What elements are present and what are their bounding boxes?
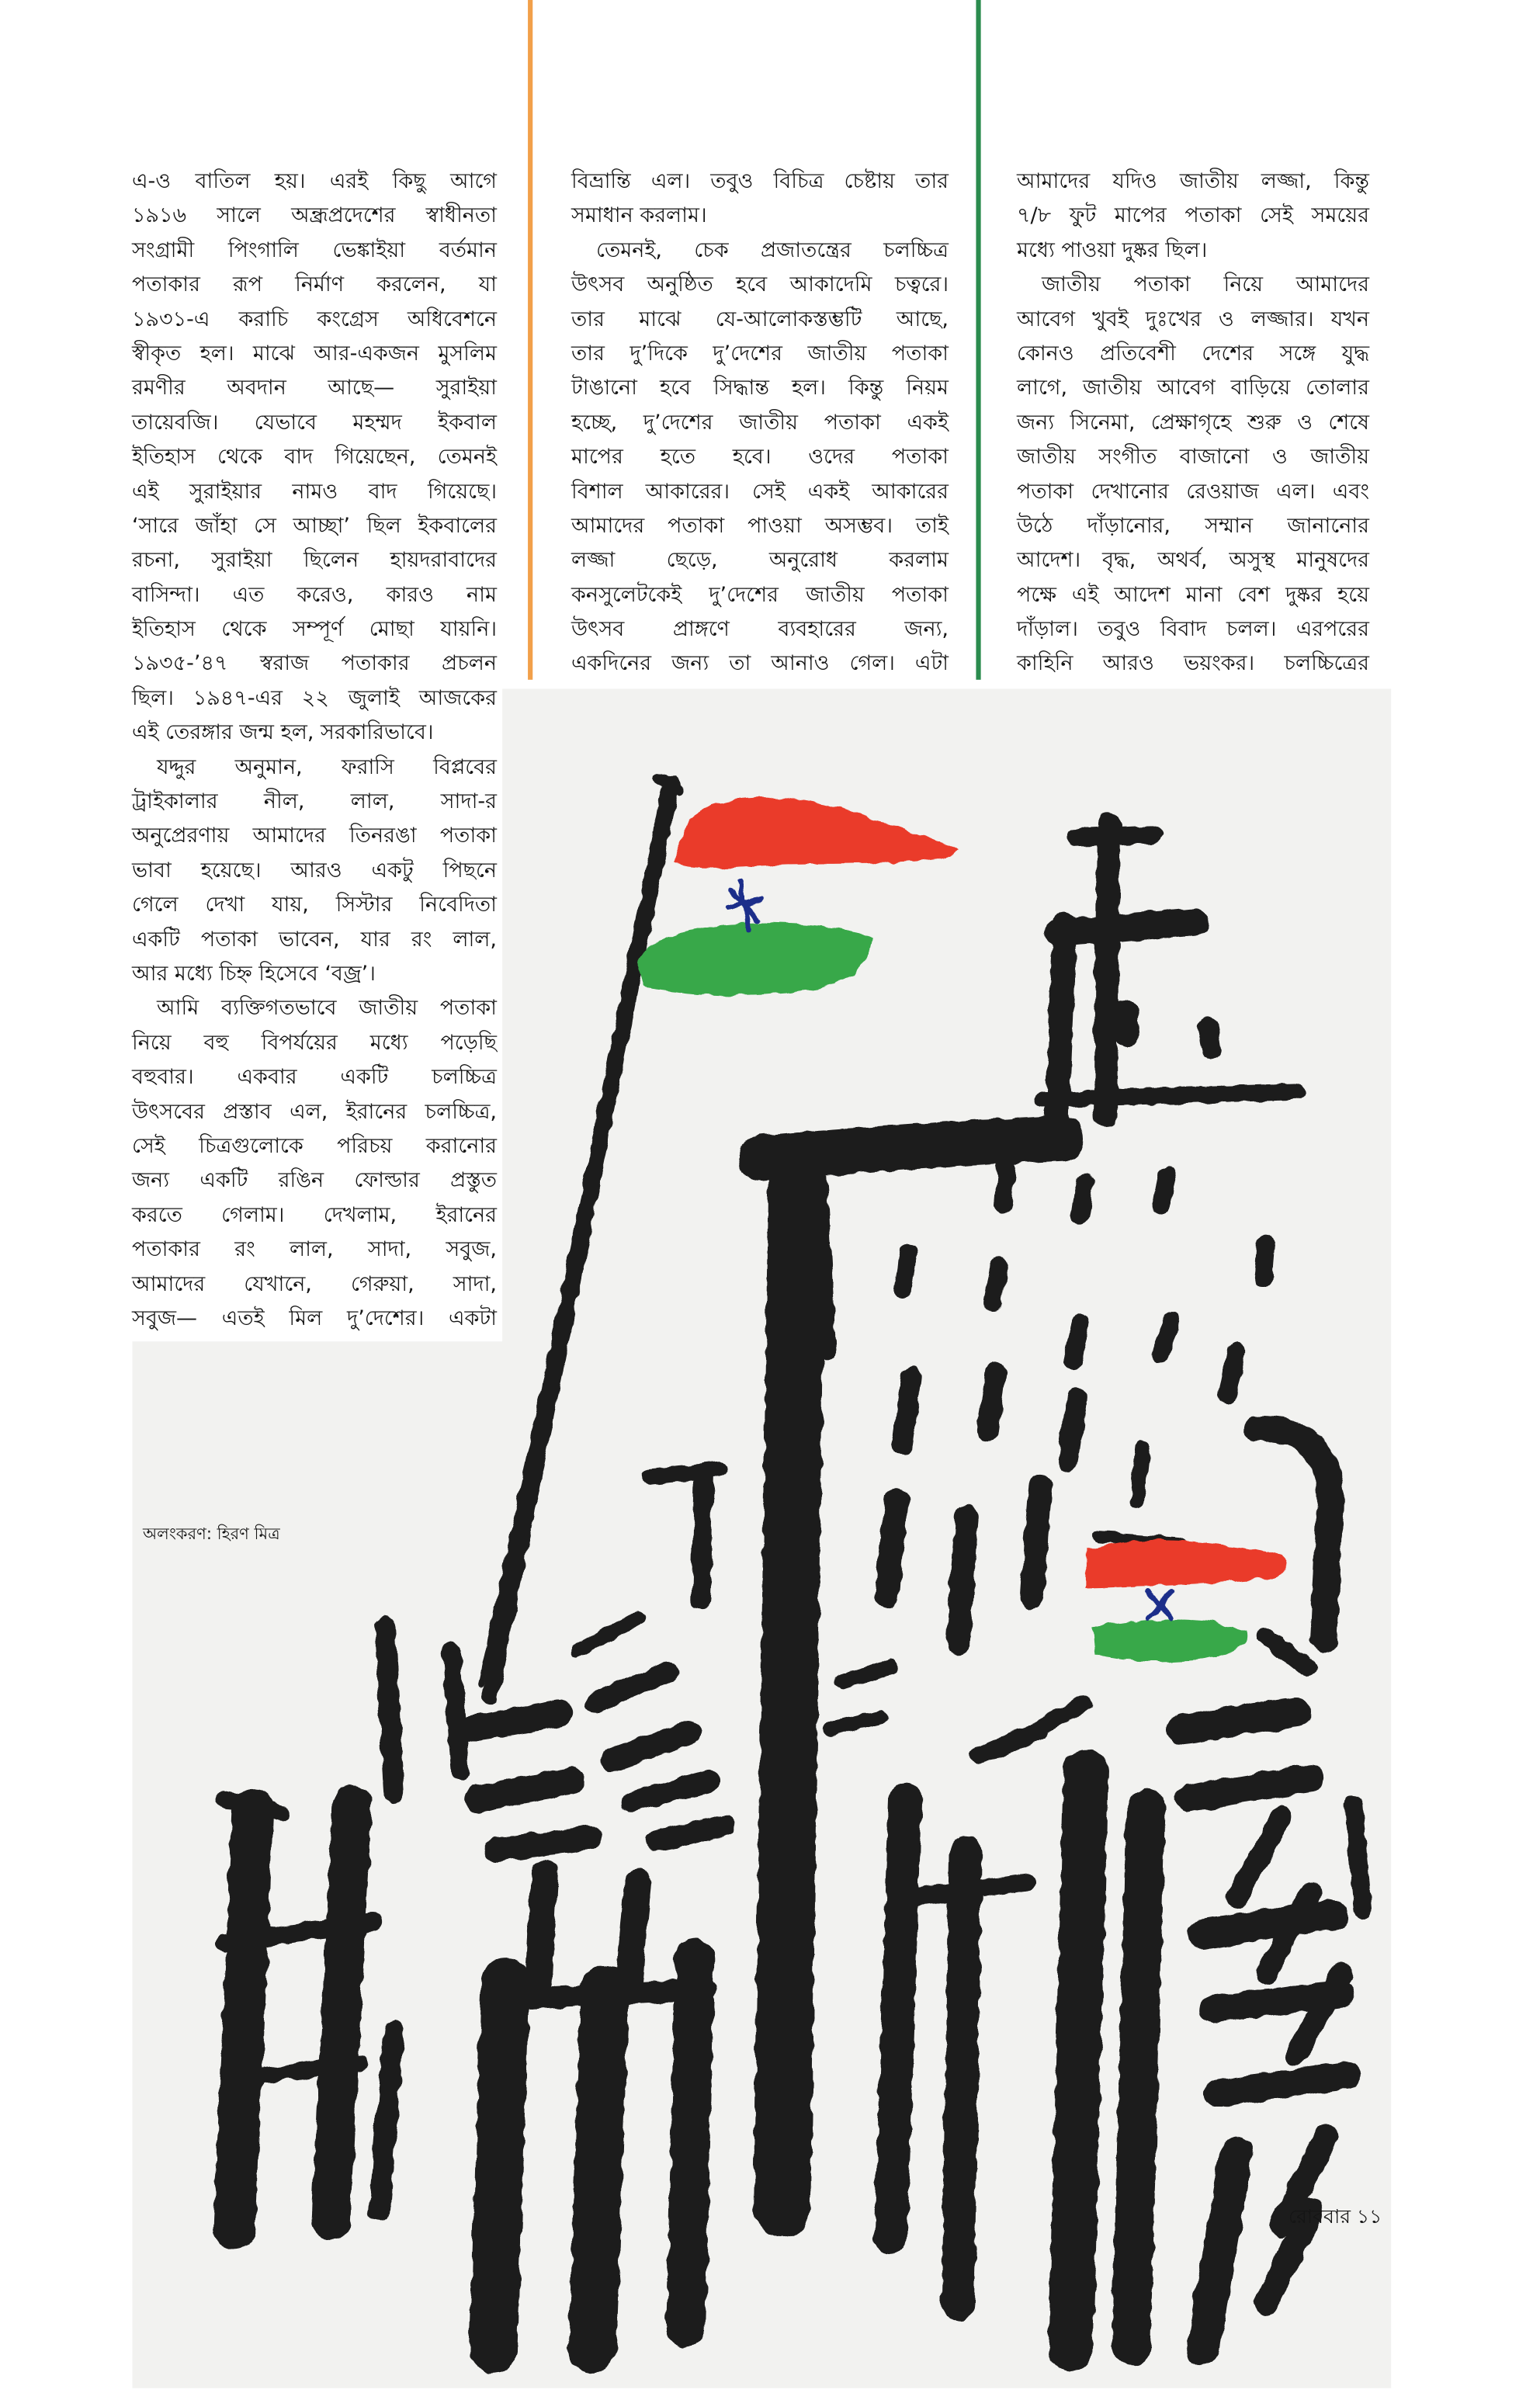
text-line: পক্ষে এই আদেশ মানা বেশ দুষ্কর হয়ে [1017,582,1369,607]
brush-stroke [629,1883,638,1989]
text-line: বিশাল আকারের। সেই একই আকারের [571,479,949,504]
brush-stroke [1072,1323,1081,1360]
brush-stroke [331,1805,352,2220]
brush-stroke [470,1713,560,1729]
brush-stroke [1354,1805,1363,1910]
text-line: রমণীর অবদান আছে— সুরাইয়া [132,376,497,401]
text-line: হচ্ছে, দু’দেশের জাতীয় পতাকা একই [571,410,949,435]
brush-stroke [1071,1771,1086,2349]
text-line: বিভ্রান্তি এল। তবুও বিচিত্র চেষ্টায় তার [571,169,949,193]
text-line: অনুপ্রেরণায় আমাদের তিনরঙা পতাকা [132,824,497,848]
text-line: ৭/৮ ফুট মাপের পতাকা সেই সময়ের [1017,203,1369,228]
text-line: আমাদের যদিও জাতীয় লজ্জা, কিন্তু [1017,169,1369,193]
text-line: আর মধ্যে চিহ্ন হিসেবে ‘বজ্র’। [132,961,376,986]
text-line: পতাকার রূপ নির্মাণ করলেন, যা [132,272,497,297]
brush-stroke [234,1811,252,2229]
text-line: উঠে দাঁড়ানোর, সম্মান জানানোর [1017,513,1369,538]
brush-stroke [1218,2076,1348,2093]
text-line: মাপের হতে হবে। ওদের পতাকা [571,445,949,470]
text-line: টাঙানো হবে সিদ্ধান্ত হল। কিন্তু নিয়ম [571,376,949,401]
text-line: জন্য একটি রঙিন ফোল্ডার প্রস্তুত [132,1168,497,1193]
brush-stroke [701,1477,704,1601]
text-line: তায়েবজি। যেভাবে মহম্মদ ইকবাল [132,410,497,435]
brush-stroke [1131,1808,1146,2346]
text-line: রচনা, সুরাইয়া ছিলেন হায়দরাবাদের [132,548,497,573]
brush-stroke [1182,1712,1296,1729]
column-rule-orange [528,0,532,680]
text-line: এই তেরঙ্গার জন্ম হল, সরকারিভাবে। [132,720,434,745]
text-line: লজ্জা ছেড়ে, অনুরোধ করলাম [571,548,949,573]
brush-stroke [988,1372,996,1432]
brush-stroke [1032,1486,1041,1597]
text-line: তেমনই, চেক প্রজাতন্ত্রের চলচ্চিত্র [596,238,949,262]
text-line: দাঁড়াল। তবুও বিবাদ চলল। এরপরের [1017,617,1369,642]
page-folio: রোববার ১১ [1289,2205,1382,2228]
brush-stroke [1042,1092,1296,1100]
text-line: যদ্দুর অনুমান, ফরাসি বিপ্লবের [157,754,497,779]
text-line: ১৯৩১-এ করাচি কংগ্রেস অধিবেশনে [132,307,497,331]
text-line: জন্য সিনেমা, প্রেক্ষাগৃহে শুরু ও শেষে [1017,410,1369,435]
text-line: করতে গেলাম। দেখলাম, ইরানের [132,1202,497,1227]
text-line: বাসিন্দা। এত করেও, কারও নাম [132,582,497,607]
brush-stroke [379,2031,394,2211]
brush-stroke [1080,1182,1086,1216]
text-line: ১৯৩৫-’৪৭ স্বরাজ পতাকার প্রচলন [132,651,497,676]
text-line: ট্রাইকালার নীল, লাল, সাদা-র [132,789,497,814]
article-column-1 [132,165,497,1336]
article-column-3 [1017,165,1369,681]
brush-stroke [1137,1447,1143,1501]
brush-stroke [887,1501,897,1597]
brush-stroke [1068,1399,1077,1462]
text-line: ছিল। ১৯৪৭-এর ২২ জুলাই আজকের [132,685,497,710]
text-line: কনসুলেটকেই দু’দেশের জাতীয় পতাকা [571,582,949,607]
brush-stroke [539,1874,545,1982]
brush-stroke [494,1982,506,2350]
brush-stroke [1161,1320,1172,1354]
text-line: মধ্যে পাওয়া দুষ্কর ছিল। [1017,238,1208,262]
brush-stroke [1075,834,1153,838]
text-line: উৎসবের প্রস্তাব এল, ইরানের চলচ্চিত্র, [132,1099,497,1124]
brush-stroke [385,1627,394,1792]
text-line: পতাকা দেখানোর রেওয়াজ এল। এবং [1017,479,1369,504]
text-line: এ-ও বাতিল হয়। এরই কিছু আগে [132,169,497,193]
brush-stroke [1264,1243,1267,1278]
brush-stroke [903,1253,909,1290]
text-line: সংগ্রামী পিংগালি ভেঙ্কাইয়া বর্তমান [132,238,497,262]
text-line: ইতিহাস থেকে বাদ গিয়েছেন, তেমনই [132,445,497,470]
brush-stroke [1059,922,1194,933]
brush-stroke [890,1798,905,2238]
text-line: ইতিহাস থেকে সম্পূর্ণ মোছা যায়নি। [132,617,497,642]
text-line: তার দু’দিকে দু’দেশের জাতীয় পতাকা [571,341,949,366]
brush-stroke [656,1826,725,1840]
brush-stroke [1105,824,1108,1116]
text-line: আমাদের যেখানে, গেরুয়া, সাদা, [132,1271,497,1296]
brush-stroke [958,1516,967,1642]
text-line: কোনও প্রতিবেশী দেশের সঙ্গে যুদ্ধ [1017,341,1369,366]
brush-stroke [782,1164,797,2208]
text-line: জাতীয় সংগীত বাজানো ও জাতীয় [1017,445,1369,470]
text-line: স্বীকৃত হল। মাঝে আর-একজন মুসলিম [132,341,497,366]
text-line: লাগে, জাতীয় আবেগ বাড়িয়ে তোলার [1017,376,1369,401]
brush-stroke [1161,1176,1167,1206]
brush-stroke [958,1853,966,2304]
brush-stroke [1208,1027,1212,1049]
text-line: এই সুরাইয়ার নামও বাদ গিয়েছে। [132,479,497,504]
text-line: পতাকার রং লাল, সাদা, সবুজ, [132,1237,497,1262]
brush-stroke [818,1173,827,1354]
brush-stroke [1227,1351,1237,1396]
text-line: একদিনের জন্য তা আনাও গেল। এটা [571,651,949,676]
text-line: উৎসব প্রাঙ্গণে ব্যবহারের জন্য, [571,617,949,642]
brush-stroke [993,1266,999,1302]
text-line: ভাবা হয়েছে। আরও একটু পিছনে [132,858,497,883]
brush-stroke [1125,1011,1128,1035]
text-line: আবেগ খুবই দুঃখের ও লজ্জার। যখন [1017,307,1369,331]
brush-stroke [903,1378,912,1444]
brush-stroke [686,1958,695,2329]
text-line: বহুবার। একবার একটি চলচ্চিত্র [132,1065,497,1090]
illustration-credit: অলংকরণ: হিরণ মিত্র [143,1524,280,1543]
text-line: ১৯১৬ সালে অন্ধ্রপ্রদেশের স্বাধীনতা [132,203,497,228]
text-line: সেই চিত্রগুলোকে পরিচয় করানোর [132,1133,497,1158]
text-line: ‘সারে জাঁহা সে আচ্ছা’ ছিল ইকবালের [132,513,497,538]
text-line: সমাধান করলাম। [571,203,707,228]
column-rule-green [976,0,980,680]
brush-stroke [451,1651,460,1771]
brush-stroke [592,1988,605,2349]
text-line: আমাদের পতাকা পাওয়া অসম্ভব। তাই [571,513,949,538]
brush-stroke [1203,1914,1333,1933]
text-line: উৎসব অনুষ্ঠিত হবে আকাদেমি চত্বরে। [571,272,949,297]
text-line: গেলে দেখা যায়, সিস্টার নিবেদিতা [132,893,497,917]
brush-stroke [496,1838,589,1850]
brush-stroke [1003,1167,1006,1204]
brush-stroke [478,1781,571,1798]
article-column-2 [571,165,949,681]
text-line: নিয়ে বহু বিপর্যয়ের মধ্যে পড়েছি [132,1030,497,1055]
text-line: জাতীয় পতাকা নিয়ে আমাদের [1042,272,1369,297]
text-line: সবুজ— এতই মিল দু’দেশের। একটা [132,1306,497,1330]
text-line: কাহিনি আরও ভয়ংকর। চলচ্চিত্রের [1017,651,1369,676]
text-line: আদেশ। বৃদ্ধ, অথর্ব, অসুস্থ মানুষদের [1017,548,1369,573]
text-line: তার মাঝে যে-আলোকস্তম্ভটি আছে, [571,307,949,331]
text-line: একটি পতাকা ভাবেন, যার রং লাল, [132,927,497,952]
text-line: আমি ব্যক্তিগতভাবে জাতীয় পতাকা [157,996,497,1021]
